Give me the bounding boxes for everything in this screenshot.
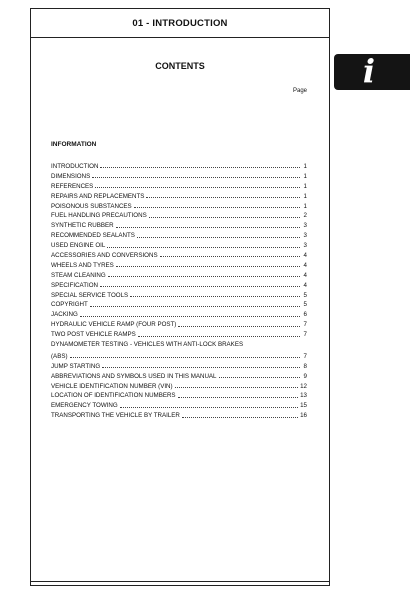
toc-entry-page: 8 bbox=[303, 362, 307, 370]
toc-entry-page: 13 bbox=[300, 392, 307, 400]
toc-dot-leader bbox=[178, 326, 300, 327]
toc-entry-label: POISONOUS SUBSTANCES bbox=[51, 202, 132, 210]
contents-title: CONTENTS bbox=[155, 61, 205, 71]
toc-entry-label: LOCATION OF IDENTIFICATION NUMBERS bbox=[51, 392, 176, 400]
toc-dot-leader bbox=[178, 397, 299, 398]
toc-entry[interactable] bbox=[51, 399, 307, 409]
toc-dot-leader bbox=[116, 266, 300, 267]
toc-dot-leader bbox=[90, 306, 300, 307]
toc-entry-label: SYNTHETIC RUBBER bbox=[51, 222, 114, 230]
information-icon: i bbox=[362, 52, 376, 90]
toc-entry-page: 5 bbox=[303, 291, 307, 299]
toc-dot-leader bbox=[108, 276, 300, 277]
toc-dot-leader bbox=[102, 367, 300, 368]
toc-entry[interactable] bbox=[51, 380, 307, 390]
toc-entry[interactable] bbox=[51, 279, 307, 289]
toc-entry-page: 4 bbox=[303, 261, 307, 269]
toc-entry-label: SPECIFICATION bbox=[51, 281, 98, 289]
toc-entry[interactable] bbox=[51, 348, 307, 360]
toc-dot-leader bbox=[80, 316, 300, 317]
toc-entry-page: 9 bbox=[303, 372, 307, 380]
toc-entry-page: 15 bbox=[300, 402, 307, 410]
toc-entry-label: VEHICLE IDENTIFICATION NUMBER (VIN) bbox=[51, 382, 173, 390]
toc-entry-label: JACKING bbox=[51, 311, 78, 319]
toc-entry-label: FUEL HANDLING PRECAUTIONS bbox=[51, 212, 147, 220]
toc-entry[interactable] bbox=[51, 259, 307, 269]
table-of-contents bbox=[51, 162, 307, 419]
toc-dot-leader bbox=[149, 217, 300, 218]
toc-entry-label: TRANSPORTING THE VEHICLE BY TRAILER bbox=[51, 412, 180, 420]
toc-entry[interactable] bbox=[51, 360, 307, 370]
toc-entry[interactable] bbox=[51, 409, 307, 419]
toc-dot-leader bbox=[130, 296, 300, 297]
toc-entry[interactable] bbox=[51, 210, 307, 220]
toc-entry-label: EMERGENCY TOWING bbox=[51, 402, 118, 410]
toc-entry-page: 1 bbox=[303, 182, 307, 190]
section-heading: INFORMATION bbox=[51, 141, 97, 148]
toc-dot-leader bbox=[70, 357, 300, 358]
page-header bbox=[31, 9, 329, 38]
toc-entry-label: STEAM CLEANING bbox=[51, 271, 106, 279]
toc-dot-leader bbox=[160, 256, 300, 257]
toc-entry-label: TWO POST VEHICLE RAMPS bbox=[51, 331, 136, 339]
toc-entry[interactable] bbox=[51, 239, 307, 249]
page-title: 01 - INTRODUCTION bbox=[132, 18, 228, 29]
toc-entry[interactable] bbox=[51, 249, 307, 259]
toc-entry[interactable] bbox=[51, 200, 307, 210]
toc-entry[interactable] bbox=[51, 370, 307, 380]
toc-entry[interactable] bbox=[51, 299, 307, 309]
toc-entry-label: REFERENCES bbox=[51, 182, 94, 190]
toc-entry-page: 7 bbox=[303, 321, 307, 329]
toc-entry-label: INTRODUCTION bbox=[51, 163, 99, 170]
toc-entry[interactable] bbox=[51, 328, 307, 338]
toc-entry-page: 4 bbox=[303, 281, 307, 289]
toc-entry-label: SPECIAL SERVICE TOOLS bbox=[51, 291, 129, 299]
toc-dot-leader bbox=[92, 177, 300, 178]
toc-entry[interactable] bbox=[51, 289, 307, 299]
toc-dot-leader bbox=[116, 227, 300, 228]
toc-dot-leader bbox=[100, 286, 300, 287]
toc-entry[interactable] bbox=[51, 190, 307, 200]
toc-dot-leader bbox=[120, 407, 298, 408]
toc-entry-page: 1 bbox=[303, 172, 307, 180]
toc-entry[interactable] bbox=[51, 180, 307, 190]
toc-entry[interactable] bbox=[51, 318, 307, 328]
bottom-rule bbox=[31, 581, 329, 582]
toc-entry-page: 1 bbox=[303, 192, 307, 200]
toc-entry[interactable] bbox=[51, 338, 307, 348]
toc-entry-label: (ABS) bbox=[51, 352, 68, 360]
toc-entry[interactable] bbox=[51, 170, 307, 180]
toc-entry-label: WHEELS AND TYRES bbox=[51, 261, 114, 269]
toc-entry-page: 16 bbox=[300, 412, 307, 420]
toc-entry-page: 3 bbox=[303, 222, 307, 230]
toc-dot-leader bbox=[182, 417, 298, 418]
toc-dot-leader bbox=[137, 237, 300, 238]
toc-dot-leader bbox=[138, 336, 300, 337]
toc-entry-page: 4 bbox=[303, 252, 307, 260]
toc-entry[interactable] bbox=[51, 162, 307, 170]
toc-entry-label: HYDRAULIC VEHICLE RAMP (FOUR POST) bbox=[51, 321, 177, 329]
toc-dot-leader bbox=[100, 167, 300, 168]
toc-entry[interactable] bbox=[51, 219, 307, 229]
toc-dot-leader bbox=[107, 247, 300, 248]
toc-dot-leader bbox=[146, 197, 300, 198]
toc-entry-page: 6 bbox=[303, 311, 307, 319]
toc-entry[interactable] bbox=[51, 269, 307, 279]
toc-entry-page: 4 bbox=[303, 271, 307, 279]
toc-entry[interactable] bbox=[51, 390, 307, 400]
toc-entry[interactable] bbox=[51, 229, 307, 239]
toc-entry-label: ACCESSORIES AND CONVERSIONS bbox=[51, 252, 158, 260]
toc-dot-leader bbox=[175, 387, 299, 388]
toc-entry-label: DYNAMOMETER TESTING - VEHICLES WITH ANTI-LOCK BRAKES bbox=[51, 341, 244, 349]
toc-entry-label: COPYRIGHT bbox=[51, 301, 88, 309]
toc-entry-page: 1 bbox=[303, 163, 307, 170]
toc-entry-label: DIMENSIONS bbox=[51, 172, 91, 180]
toc-dot-leader bbox=[95, 187, 300, 188]
manual-page bbox=[30, 8, 330, 586]
page-column-label: Page bbox=[292, 88, 307, 94]
toc-entry-label: REPAIRS AND REPLACEMENTS bbox=[51, 192, 145, 200]
toc-dot-leader bbox=[219, 377, 301, 378]
toc-entry-page: 3 bbox=[303, 232, 307, 240]
toc-entry[interactable] bbox=[51, 308, 307, 318]
toc-entry-label: ABBREVIATIONS AND SYMBOLS USED IN THIS MANUAL bbox=[51, 372, 217, 380]
toc-entry-page: 3 bbox=[303, 242, 307, 250]
toc-entry-label: USED ENGINE OIL bbox=[51, 242, 106, 250]
toc-dot-leader bbox=[134, 207, 300, 208]
toc-entry-page: 1 bbox=[303, 202, 307, 210]
toc-entry-label: RECOMMENDED SEALANTS bbox=[51, 232, 135, 240]
toc-entry-page: 12 bbox=[300, 382, 307, 390]
toc-entry-page: 2 bbox=[303, 212, 307, 220]
toc-entry-page: 7 bbox=[303, 352, 307, 360]
toc-entry-page: 7 bbox=[303, 331, 307, 339]
toc-entry-page: 5 bbox=[303, 301, 307, 309]
toc-entry-label: JUMP STARTING bbox=[51, 362, 101, 370]
